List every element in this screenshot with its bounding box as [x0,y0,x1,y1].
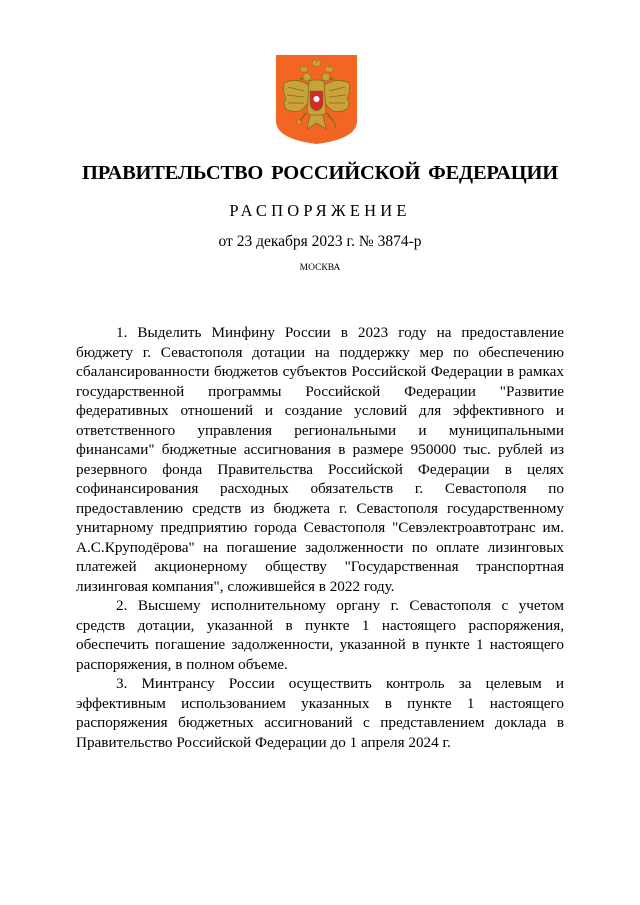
paragraph-3: 3. Минтрансу России осуществить контроль за целевым и эффективным использованием указанных в пункте 1 настоящего распоряжения бюджетных ассигнований с представлением доклада в Правительство Российской Федерации до 1 апреля 2024 г. [76,675,564,751]
russian-coat-of-arms-icon [276,55,357,144]
paragraph-2: 2. Высшему исполнительному органу г. Севастополя с учетом средств дотации, указанной в пункте 1 настоящего распоряжения, обеспечить погашение задолженности, указанной в пункте 1 настоящего распоряжения, в полном объеме. [76,597,564,673]
document-type: РАСПОРЯЖЕНИЕ [229,201,411,220]
document-date-number: от 23 декабря 2023 г. № 3874-р [218,233,422,250]
document-city: МОСКВА [299,263,341,273]
document-body [76,323,564,752]
paragraph-1: 1. Выделить Минфину России в 2023 году на предоставление бюджету г. Севастополя дотации на поддержку мер по обеспечению сбалансированности бюджетов субъектов Российской Федерации в рамках государственной программы Российской Федерации "Развитие федеративных отношений и создание условий для эффективного и ответственного управления региональными и муниципальными финансами" бюджетные ассигнования в размере 950000 тыс. рублей из резервного фонда Правительства Российской Федерации в целях софинансирования расходных обязательств г. Севастополя по предоставлению средств из бюджета г. Севастополя государственному унитарному предприятию города Севастополя "Севэлектроавтотранс им. А.С.Круподёрова" на погашение задолженности по оплате лизинговых платежей акционерному обществу "Государственная транспортная лизинговая компания", сложившейся в 2022 году. [76,324,564,595]
organization-title: ПРАВИТЕЛЬСТВО РОССИЙСКОЙ ФЕДЕРАЦИИ [82,162,558,184]
